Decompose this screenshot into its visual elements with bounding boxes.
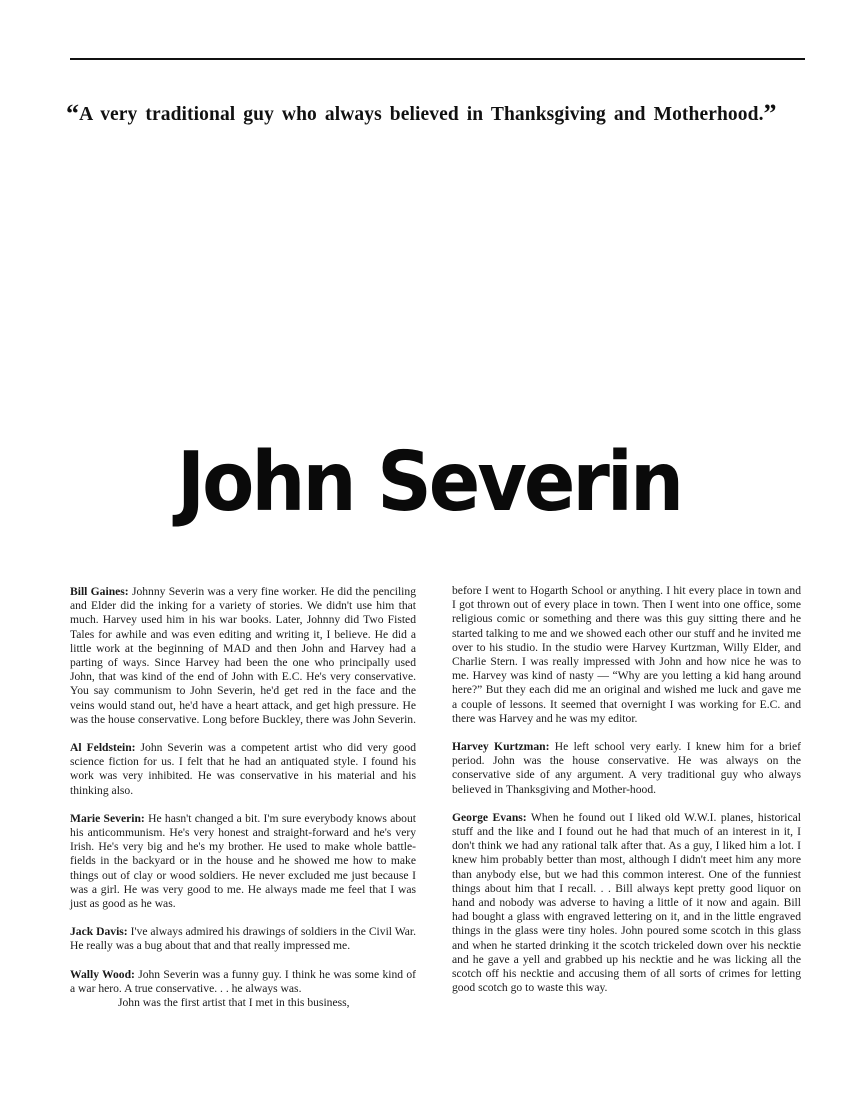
paragraph-harvey-kurtzman — [452, 740, 801, 797]
open-quote-mark: “ — [66, 99, 80, 128]
speaker-name: Bill Gaines: — [70, 585, 129, 598]
speaker-name: Al Feldstein: — [70, 741, 136, 755]
paragraph-text: John Severin was a funny guy. I think he was some kind of a war hero. A true conservative. . . he always was. — [70, 967, 416, 995]
top-rule — [70, 58, 805, 60]
pull-quote — [66, 99, 811, 128]
paragraph-text: He left school very early. I knew him for a brief period. John was the house conservative. He was always on the conservative side of any argument. A very traditional guy who always believed in Thanksgiving and Mother-hood. — [452, 740, 801, 796]
paragraph-text: John was the first artist that I met in this business, — [118, 996, 350, 1010]
paragraph-text: When he found out I liked old W.W.I. planes, historical stuff and the like and I found out he had that much of an interest in it, I don't think we had any rational talk after that. As a guy, I liked him a lot. I knew him probably better than most, although I didn't meet him any more than anybody else, but we had this common interest. One of the funniest things about him that I recall. . . Bill always kept pretty good liquor on hand and nobody was adverse to having a little of it now and again. Bill had bought a glass with engraved lettering on it, and in the little engraved things in the glass were tiny holes. John poured some scotch in this glass and when he started drinking it the scotch trickeled down over his necktie and he gave a yell and grabbed up his necktie and he was licking all the scotch off his necktie and accusing them of all sorts of crimes for letting good scotch go to waste this way. — [452, 810, 801, 995]
paragraph-text: before I went to Hogarth School or anything. I hit every place in town and I got thrown out of every place in town. Then I went into one office, some religious comic or something and there was this guy sitting there and he started talking to me and we showed each other our stuff and he invited me over to his studio. In the studio were Harvey Kurtzman, Willy Elder, and Charlie Stern. I was really impressed with John and how nice he was to me. Harvey was kind of nasty — “Why are you letting a kid hang around here?” But they each did me an original and wished me luck and gave me a couple of lessons. It seemed that overnight I was working for E.C. and there was Harvey and he was my editor. — [452, 584, 801, 725]
paragraph-text: Johnny Severin was a very fine worker. He did the penciling and Elder did the inking for a variety of stories. We didn't use him that much. Harvey used him in his war books. Later, Johnny did Two Fisted Tales for awhile and was even editing and writing it, I believe. He did a little work at the beginning of MAD and then John and Harvey had a parting of ways. Since Harvey had been the one who principally used John, that was kind of the end of John with E.C. He's very conservative. You say communism to John Severin, he'd get red in the face and the veins would stand out, he'd have a heart attack, and get high pressure. He was the house conservative. Long before Buckley, there was John Severin. — [70, 585, 416, 726]
paragraph-wally-wood-continued — [70, 996, 416, 1010]
speaker-name: Jack Davis: — [70, 925, 128, 939]
paragraph-wally-wood — [70, 968, 416, 996]
paragraph-george-evans — [452, 811, 801, 996]
paragraph-text: I've always admired his drawings of soldiers in the Civil War. He really was a bug about that and that really impressed me. — [70, 925, 416, 953]
speaker-name: Marie Severin: — [70, 811, 145, 825]
pull-quote-text: A very traditional guy who always believed in Thanksgiving and Motherhood. — [79, 104, 764, 125]
paragraph-marie-severin — [70, 812, 416, 911]
left-column — [70, 585, 416, 1024]
paragraph-text: He hasn't changed a bit. I'm sure everybody knows about his anticommunism. He's very honest and straight-forward and he's very Irish. He's very big and he's my brother. He used to make whole battle-fields in the backyard or in the house and he showed me how to make things out of clay or wood soldiers. He never excluded me just because I was a girl. He was very good to me. He always made me feel that I was just as good as he was. — [70, 811, 416, 911]
paragraph-wally-wood-cont — [452, 584, 801, 726]
speaker-name: Wally Wood: — [70, 967, 135, 981]
paragraph-text: John Severin was a competent artist who did very good science fiction for us. I felt that he had an antiquated style. I found his work was very inhibited. He was conservative in his material and his thinking also. — [70, 741, 416, 797]
right-column — [452, 584, 801, 1009]
paragraph-bill-gaines — [70, 585, 416, 727]
headline: John Severin — [176, 433, 682, 530]
speaker-name: George Evans: — [452, 810, 527, 824]
close-quote-mark: ” — [763, 99, 777, 128]
paragraph-jack-davis — [70, 925, 416, 953]
speaker-name: Harvey Kurtzman: — [452, 740, 550, 754]
paragraph-al-feldstein — [70, 741, 416, 798]
